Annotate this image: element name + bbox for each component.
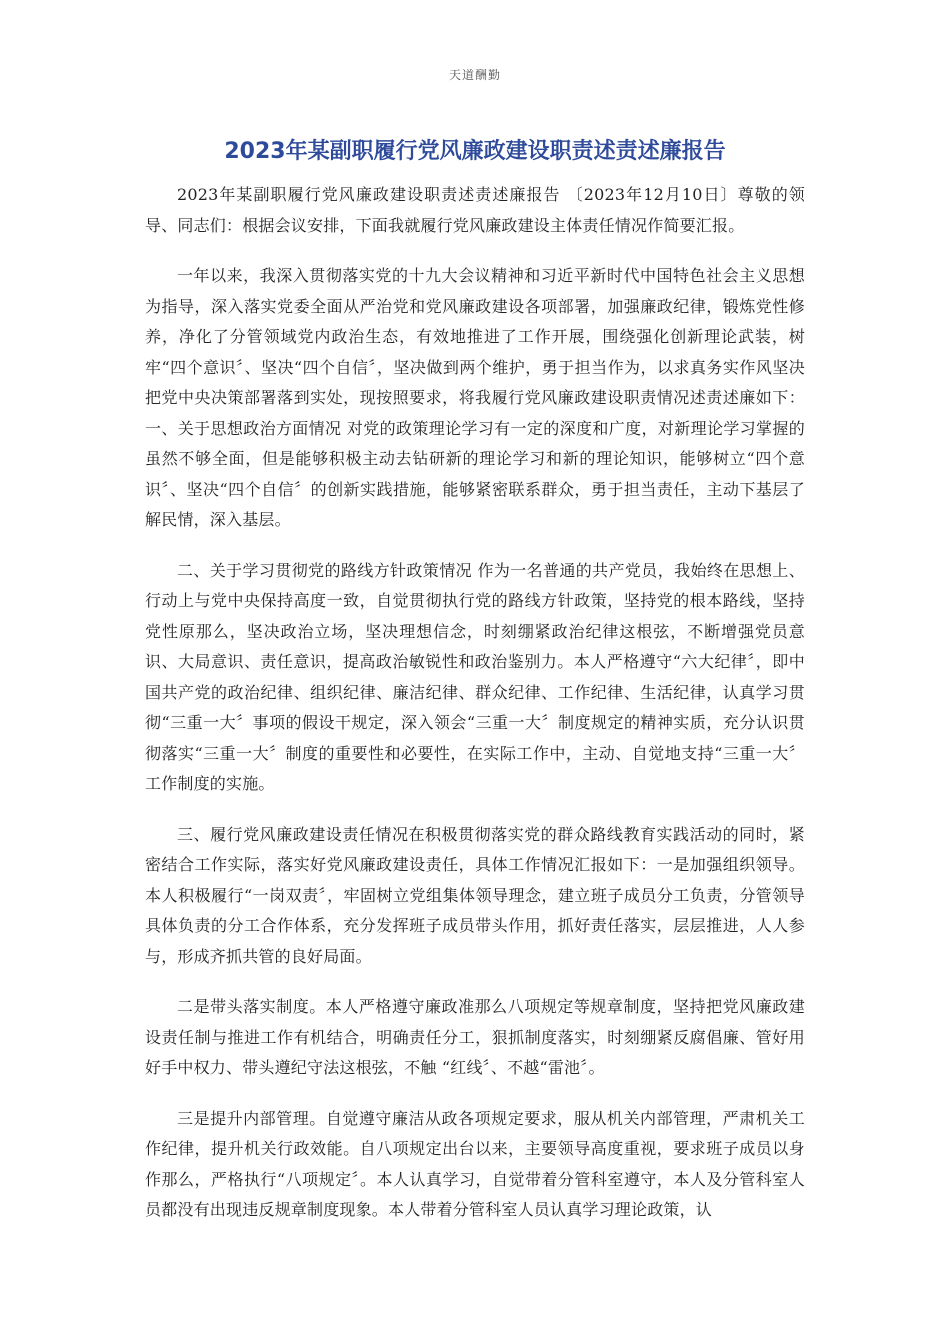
paragraph-responsibility: 三、履行党风廉政建设责任情况在积极贯彻落实党的群众路线教育实践活动的同时，紧密结合工作实际，落实好党风廉政建设责任，具体工作情况汇报如下：一是加强组织领导。本人积极履行“一岗双责〞，牢固树立党组集体领导理念，建立班子成员分工负责，分管领导具体负责的分工合作体系，充分发挥班子成员带头作用，抓好责任落实，层层推进，人人参与，形成齐抓共管的良好局面。: [145, 824, 805, 966]
document-body: [145, 180, 805, 1246]
document-title: 2023年某副职履行党风廉政建设职责述责述廉报告: [224, 139, 726, 164]
paragraph-management: 三是提升内部管理。自觉遵守廉洁从政各项规定要求，服从机关内部管理，严肃机关工作纪律，提升机关行政效能。自八项规定出台以来，主要领导高度重视，要求班子成员以身作那么，严格执行“八项规定〞。本人认真学习，自觉带着分管科室遵守，本人及分管科室人员都没有出现违反规章制度现象。本人带着分管科室人员认真学习理论政策，认: [145, 1108, 805, 1219]
paragraph-party-line: 二、关于学习贯彻党的路线方针政策情况 作为一名普通的共产党员，我始终在思想上、行动上与党中央保持高度一致，自觉贯彻执行党的路线方针政策，坚持党的根本路线，坚持党性原那么，坚决政治立场，坚决理想信念，时刻绷紧政治纪律这根弦，不断增强党员意识、大局意识、责任意识，提高政治敏锐性和政治鉴别力。本人严格遵守“六大纪律〞，即中国共产党的政治纪律、组织纪律、廉洁纪律、群众纪律、工作纪律、生活纪律，认真学习贯彻“三重一大〞事项的假设干规定，深入领会“三重一大〞制度规定的精神实质，充分认识贯彻落实“三重一大〞制度的重要性和必要性，在实际工作中，主动、自觉地支持“三重一大〞工作制度的实施。: [145, 560, 805, 793]
paragraph-rules: 二是带头落实制度。本人严格遵守廉政准那么八项规定等规章制度，坚持把党风廉政建设责任制与推进工作有机结合，明确责任分工，狠抓制度落实，时刻绷紧反腐倡廉、管好用好手中权力、带头遵纪守法这根弦，不触 “红线〞、不越“雷池〞。: [145, 997, 805, 1077]
paragraph-ideology: 一年以来，我深入贯彻落实党的十九大会议精神和习近平新时代中国特色社会主义思想为指导，深入落实党委全面从严治党和党风廉政建设各项部署，加强廉政纪律，锻炼党性修养，净化了分管领域党内政治生态，有效地推进了工作开展，围绕强化创新理论武装，树牢“四个意识〞、坚决“四个自信〞，坚决做到两个维护，勇于担当作为，以求真务实作风坚决把党中央决策部署落到实处，现按照要求，将我履行党风廉政建设职责情况述责述廉如下：一、关于思想政治方面情况 对党的政策理论学习有一定的深度和广度，对新理论学习掌握的虽然不够全面，但是能够积极主动去钻研新的理论学习和新的理论知识，能够树立“四个意识〞、坚决“四个自信〞的创新实践措施，能够紧密联系群众，勇于担当责任，主动下基层了解民情，深入基层。: [145, 266, 805, 529]
paragraph-intro: 2023年某副职履行党风廉政建设职责述责述廉报告 〔2023年12月10日〕尊敬的领导、同志们：根据会议安排，下面我就履行党风廉政建设主体责任情况作简要汇报。: [145, 185, 805, 235]
page-header-text: 天道酬勤: [448, 68, 501, 82]
